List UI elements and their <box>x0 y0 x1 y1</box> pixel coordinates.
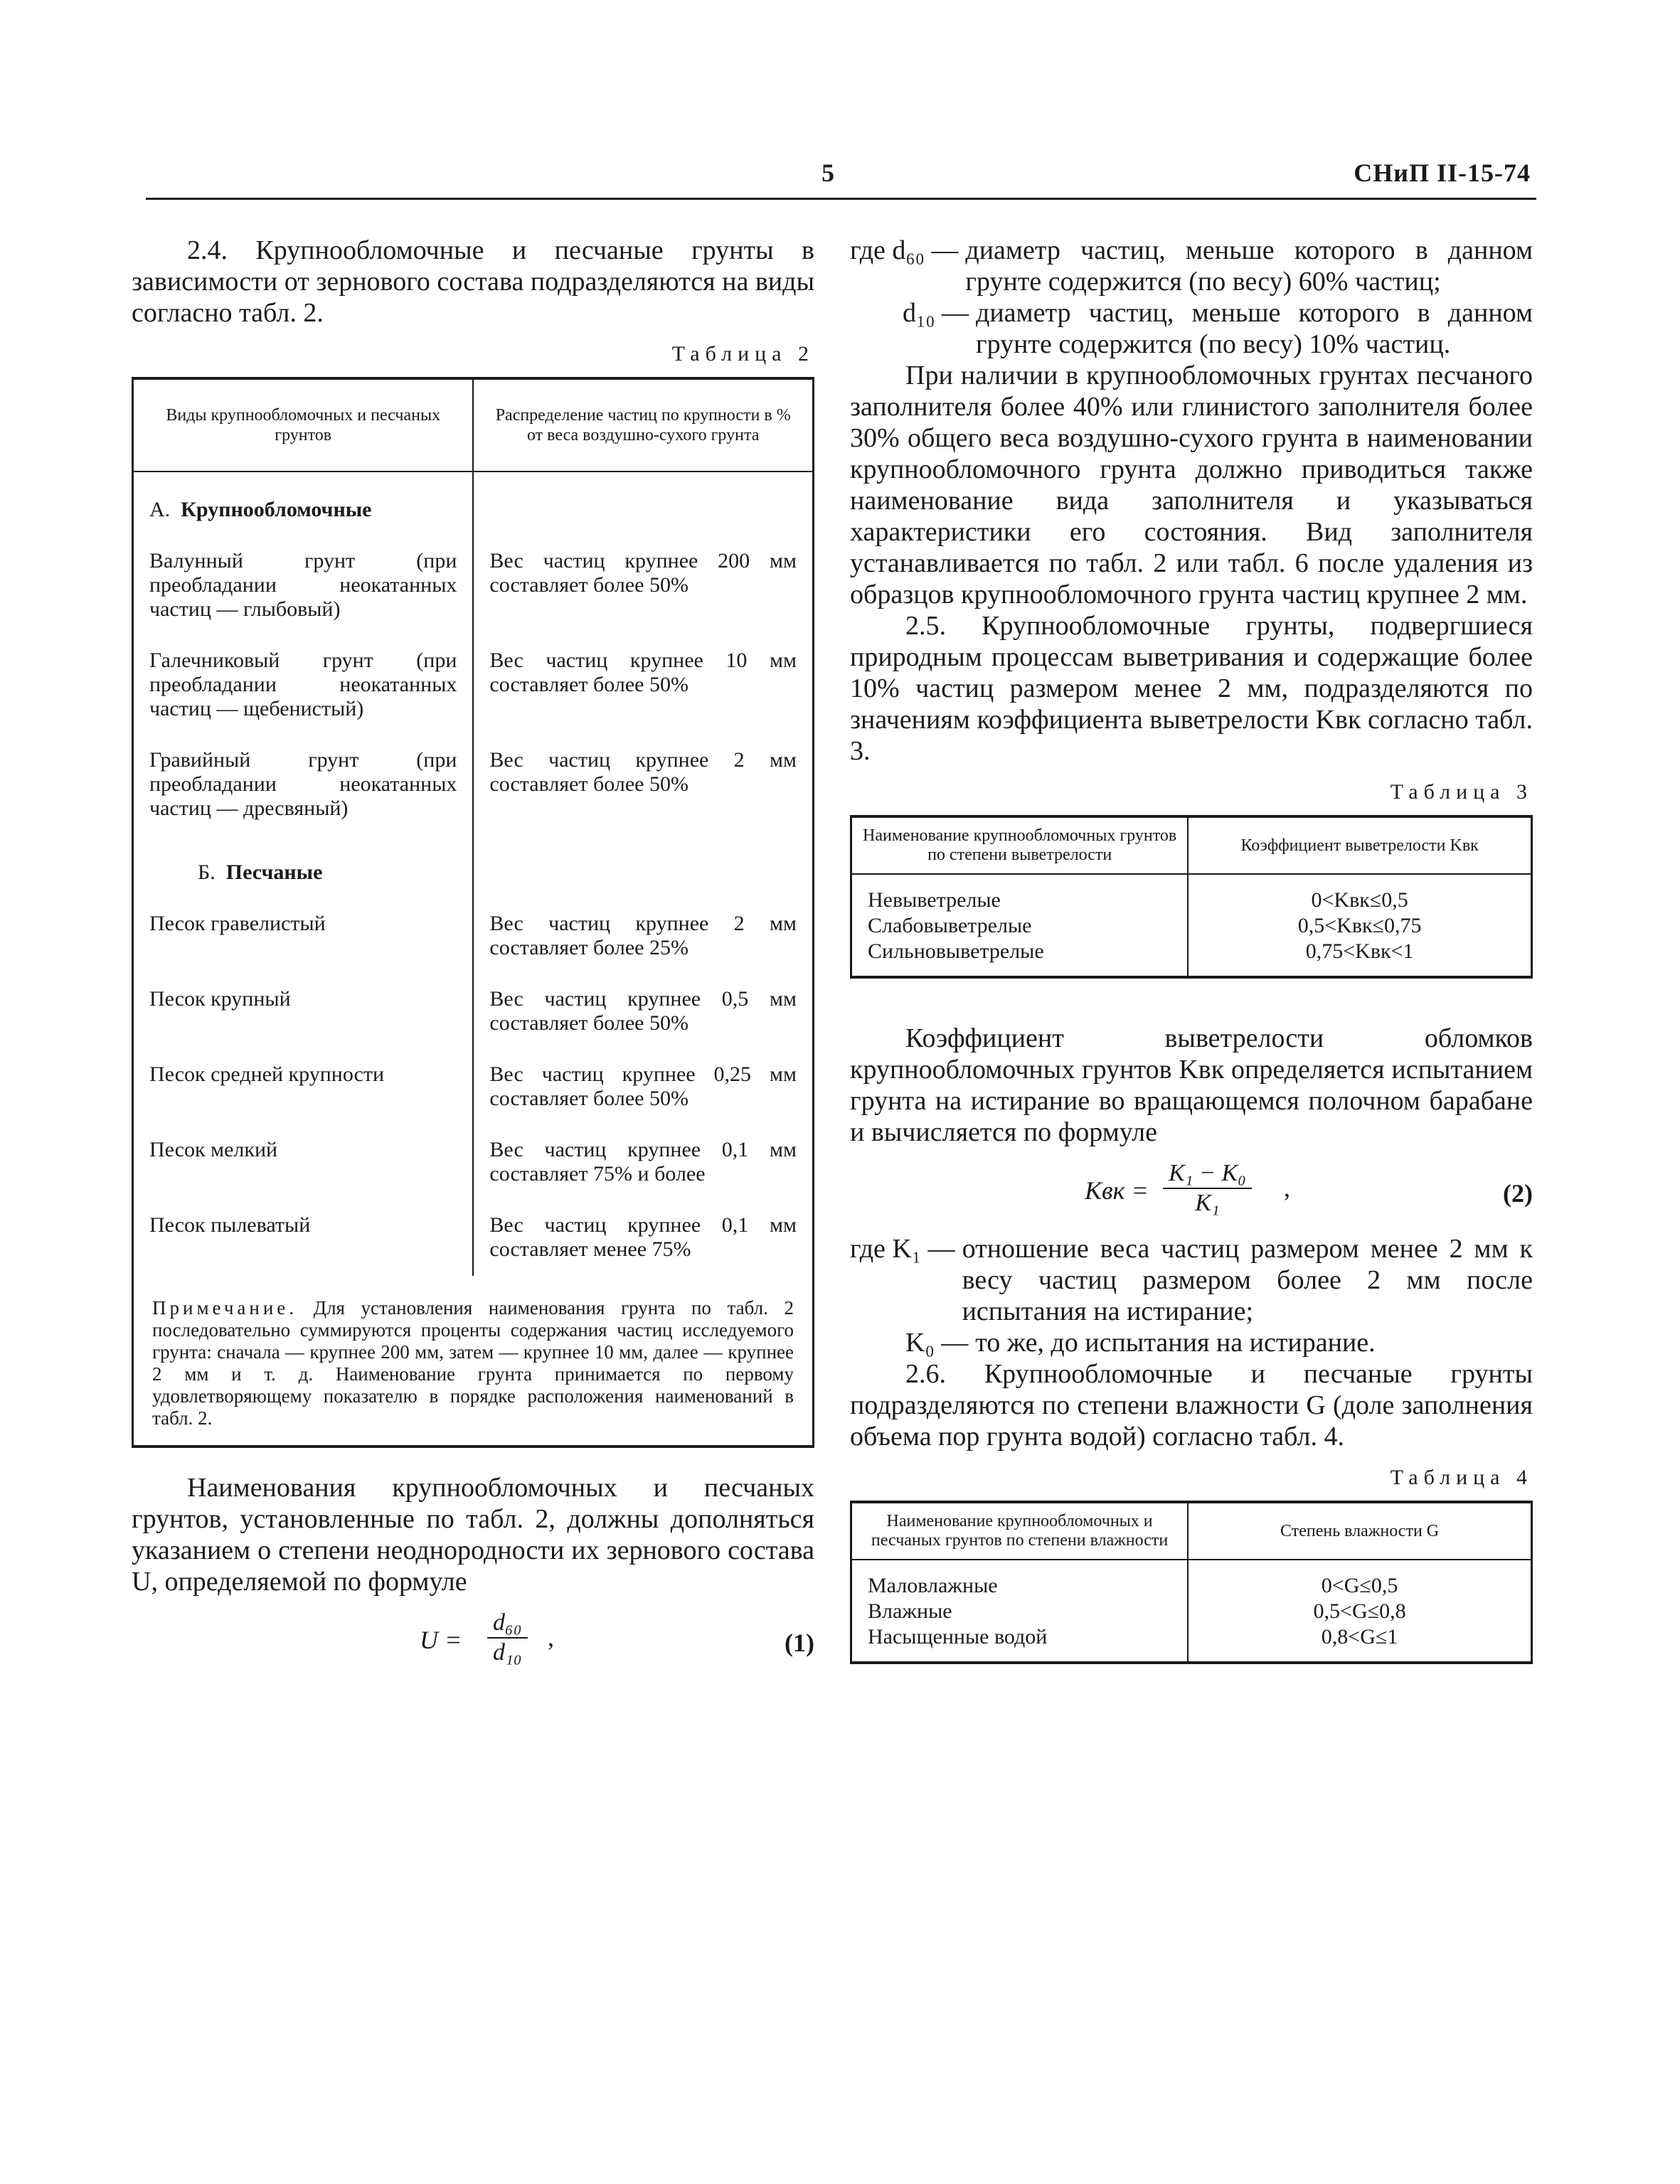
table-2-header-row <box>133 378 814 472</box>
table-row <box>133 735 814 835</box>
table-4-header-row <box>851 1502 1532 1560</box>
table-2-caption: Таблица 2 <box>671 342 814 366</box>
table-4-col1-header: Наименование крупнообломочных и песчаных грунтов по степени влажности <box>871 1512 1169 1550</box>
soil-name: Песок средней крупности <box>149 1062 385 1086</box>
section-2-4 <box>132 235 814 329</box>
table-2-col1-header: Виды крупнообломочных и песчаных грунтов <box>166 406 441 444</box>
table-4-caption: Таблица 4 <box>1390 1466 1533 1489</box>
table-2-group-a <box>133 472 814 536</box>
definition-d10-text: диаметр частиц, меньше которого в данном грунте содержится (по весу) 10% частиц. <box>976 298 1533 359</box>
table-4 <box>850 1501 1533 1664</box>
formula-1-lhs: U = <box>420 1626 462 1654</box>
definition-k1-text: отношение веса частиц размером менее 2 мм к весу частиц размером более 2 мм после испытания на истирание; <box>962 1234 1533 1326</box>
soil-distribution: Вес частиц крупнее 0,1 мм составляет менее 75% <box>473 1200 813 1276</box>
formula-2-numerator: K₁ − K₀ <box>1163 1159 1252 1189</box>
paragraph-coefficient: Коэффициент выветрелости обломков крупнообломочных грунтов Kвк определяется испытанием грунта на истирание во вращающемся полочном барабане и вычисляется по формуле <box>850 1023 1533 1147</box>
moisture-range: 0<G≤0,5 <box>1321 1574 1398 1597</box>
soil-name: Песок пылеватый <box>149 1213 311 1237</box>
table-row <box>133 1125 814 1200</box>
soil-distribution: Вес частиц крупнее 0,25 мм составляет более 50% <box>473 1050 813 1125</box>
weathering-name: Слабовыветрелые <box>868 914 1032 937</box>
formula-1-number: (1) <box>785 1629 814 1657</box>
formula-2 <box>850 1159 1533 1227</box>
table-2-col2-header: Распределение частиц по крупности в % от веса воздушно-сухого грунта <box>473 378 813 472</box>
group-a-name: Крупнообломочные <box>181 498 372 521</box>
table-3-caption: Таблица 3 <box>1390 780 1533 804</box>
formula-1-fraction <box>487 1609 528 1667</box>
table-3-header-row <box>851 816 1532 874</box>
moisture-name: Маловлажные <box>868 1574 998 1597</box>
soil-name: Песок гравелистый <box>149 912 326 935</box>
weathering-name: Сильновыветрелые <box>868 939 1044 963</box>
weathering-range: 0,75<Kвк<1 <box>1305 939 1414 963</box>
moisture-range: 0,8<G≤1 <box>1321 1625 1398 1648</box>
table-row <box>133 536 814 636</box>
table-row <box>133 1050 814 1125</box>
definition-k1-label: где K₁ — <box>850 1234 955 1264</box>
table-2 <box>132 377 814 1448</box>
definition-k1 <box>850 1233 1533 1327</box>
table-2-group-b <box>133 835 814 899</box>
soil-distribution: Вес частиц крупнее 200 мм составляет более 50% <box>473 536 813 636</box>
formula-1-comma: , <box>548 1623 554 1651</box>
table-4-col2-header: Степень влажности G <box>1188 1502 1531 1560</box>
weathering-range: 0,5<Kвк≤0,75 <box>1297 914 1422 937</box>
soil-distribution: Вес частиц крупнее 2 мм составляет более 25% <box>473 899 813 974</box>
definition-d10 <box>850 297 1533 360</box>
table-row <box>133 899 814 974</box>
formula-1-numerator: d₆₀ <box>487 1609 528 1639</box>
soil-distribution: Вес частиц крупнее 10 мм составляет более 50% <box>473 636 813 735</box>
soil-distribution: Вес частиц крупнее 0,5 мм составляет более 50% <box>473 974 813 1050</box>
group-b-prefix: Б. <box>198 861 216 884</box>
page-number: 5 <box>822 159 834 187</box>
table-row <box>133 1200 814 1276</box>
group-a-prefix: А. <box>149 498 171 521</box>
section-2-5-number: 2.5. <box>905 611 946 641</box>
formula-2-number: (2) <box>1503 1179 1533 1208</box>
definition-k0-label: K₀ — <box>905 1328 969 1358</box>
left-column <box>132 235 814 1683</box>
soil-distribution: Вес частиц крупнее 0,1 мм составляет 75% и более <box>473 1125 813 1200</box>
definition-d60 <box>850 235 1533 297</box>
weathering-name: Невыветрелые <box>868 888 1001 912</box>
formula-2-comma: , <box>1284 1173 1290 1202</box>
section-2-5-text: Крупнообломочные грунты, подвергшиеся природным процессам выветривания и содержащие более 10% частиц размером менее 2 мм, подразделяются по значениям коэффициента выветрелости Kвк согласно табл. 3. <box>850 611 1533 766</box>
section-2-4-number: 2.4. <box>187 235 228 265</box>
table-row <box>851 874 1532 977</box>
soil-name: Галечниковый грунт (при преобладании неокатанных частиц — щебенистый) <box>149 649 457 720</box>
paragraph-uniformity: Наименования крупнообломочных и песчаных грунтов, установленные по табл. 2, должны дополняться указанием о степени неоднородности их зернового состава U, определяемой по формуле <box>132 1473 814 1597</box>
definition-d60-label: где d₆₀ — <box>850 235 959 265</box>
soil-name: Валунный грунт (при преобладании неокатанных частиц — глыбовый) <box>149 549 457 621</box>
moisture-name: Насыщенные водой <box>868 1625 1048 1648</box>
formula-2-lhs: Kвк = <box>1085 1176 1149 1205</box>
group-b-name: Песчаные <box>225 861 323 884</box>
paragraph-filler: При наличии в крупнообломочных грунтах песчаного заполнителя более 40% или глинистого заполнителя более 30% общего веса воздушно-сухого грунта в наименовании крупнообломочного грунта должно приводиться также наименование вида заполнителя и указываться характеристики его состояния. Вид заполнителя устанавливается по табл. 2 или табл. 6 после удаления из образцов крупнообломочного грунта частиц крупнее 2 мм. <box>850 361 1533 609</box>
moisture-range: 0,5<G≤0,8 <box>1313 1599 1406 1623</box>
table-row <box>133 974 814 1050</box>
definition-k0-text: то же, до испытания на истирание. <box>975 1328 1376 1358</box>
formula-1-denominator: d₁₀ <box>493 1639 522 1666</box>
header-rule <box>146 198 1536 200</box>
soil-name: Гравийный грунт (при преобладании неокатанных частиц — дресвяный) <box>149 748 457 820</box>
section-2-5 <box>850 610 1533 767</box>
table-3 <box>850 815 1533 979</box>
table-3-col1-header: Наименование крупнообломочных грунтов по степени выветрелости <box>863 826 1177 864</box>
definition-k0 <box>850 1327 1533 1358</box>
table-2-note-row <box>133 1276 814 1447</box>
table-row <box>851 1560 1532 1663</box>
table-row <box>133 636 814 735</box>
definition-d60-text: диаметр частиц, меньше которого в данном грунте содержится (по весу) 60% частиц; <box>965 235 1533 297</box>
note-text: Для установления наименования грунта по табл. 2 последовательно суммируются проценты содержания частиц исследуемого грунта: сначала — крупнее 200 мм, затем — крупнее 10 мм, далее — крупнее 2 мм и т. д. Наименование грунта принимается по первому удовлетворяющему показателю в порядке расположения наименований в табл. 2. <box>152 1297 794 1429</box>
definition-d10-label: d₁₀ — <box>903 298 969 328</box>
formula-1 <box>132 1609 814 1677</box>
table-2-note <box>133 1276 814 1447</box>
section-2-6-text: Крупнообломочные и песчаные грунты подразделяются по степени влажности G (доле заполнения объема пор грунта водой) согласно табл. 4. <box>850 1359 1533 1451</box>
weathering-range: 0<Kвк≤0,5 <box>1311 888 1408 912</box>
formula-2-fraction <box>1163 1159 1252 1218</box>
table-3-col2-header: Коэффициент выветрелости Kвк <box>1188 816 1531 874</box>
section-2-4-text: Крупнообломочные и песчаные грунты в зависимости от зернового состава подразделяются на виды согласно табл. 2. <box>132 235 814 328</box>
section-2-6 <box>850 1358 1533 1452</box>
document-code: СНиП II-15-74 <box>1354 159 1531 187</box>
section-2-6-number: 2.6. <box>905 1359 946 1389</box>
note-label: Примечание. <box>152 1297 298 1319</box>
soil-name: Песок мелкий <box>149 1138 278 1161</box>
soil-name: Песок крупный <box>149 987 291 1011</box>
formula-2-denominator: K₁ <box>1195 1190 1220 1216</box>
soil-distribution: Вес частиц крупнее 2 мм составляет более 50% <box>473 735 813 835</box>
moisture-name: Влажные <box>868 1599 952 1623</box>
right-column <box>850 235 1533 1664</box>
